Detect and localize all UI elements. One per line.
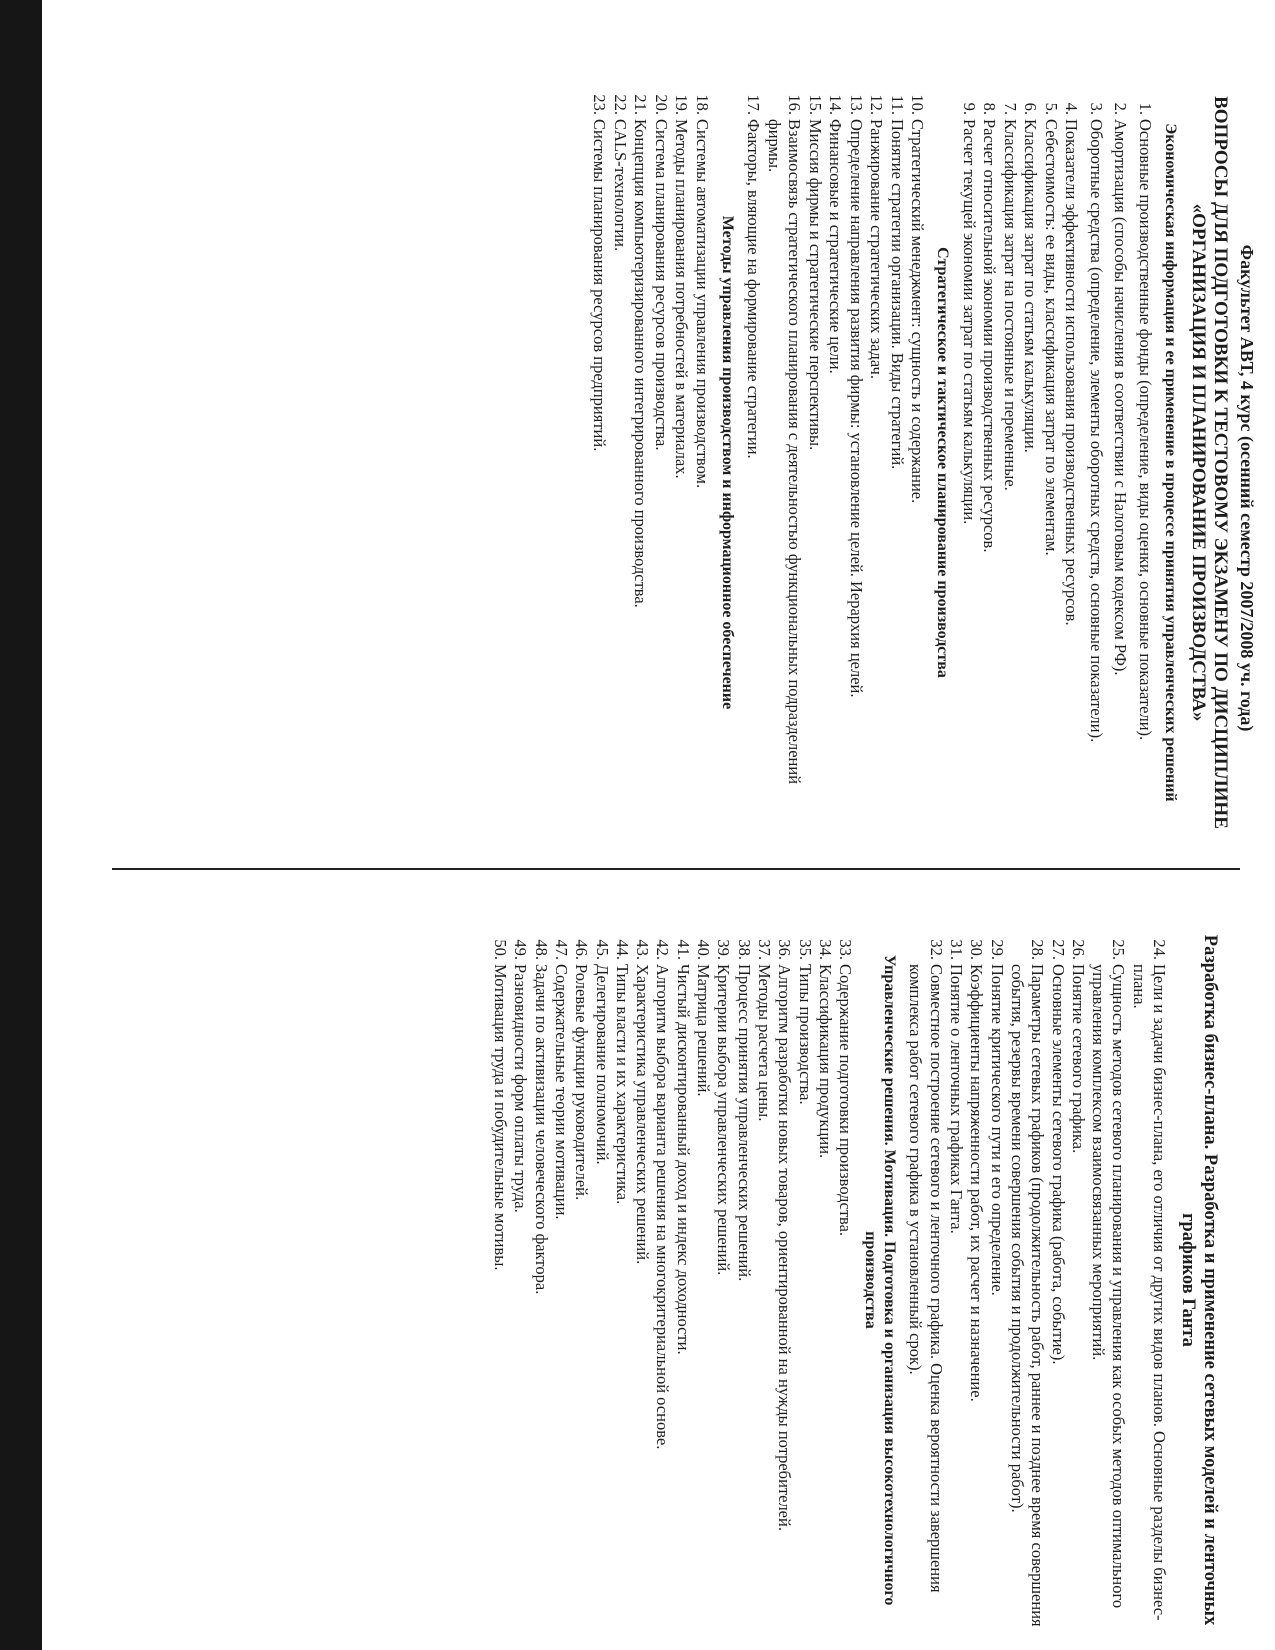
list-item: 15. Миссия фирмы и стратегические перспективы.: [806, 94, 825, 451]
list-item: 39. Критерии выбора управленческих решений.: [714, 939, 734, 1276]
list-item: 46. Ролевые функции руководителей.: [572, 939, 592, 1201]
list-item: 9. Расчет текущей экономии затрат по статьям калькуляции.: [960, 102, 979, 525]
right-column: [490, 930, 1223, 1630]
list-item: 32. Совместное построение сетевого и ленточного графика. Оценка вероятности завершения комплекса работ сетевого графика в установленный срок).: [906, 939, 946, 1593]
left-column: [589, 85, 1233, 840]
list-item: 25. Сущность методов сетевого планирования и управления как особых методов оптимального управления комплексом взаимосвязанных мероприятий.: [1089, 939, 1129, 1609]
list-item: 14. Финансовые и стратегические цели.: [826, 94, 846, 374]
list-item: 24. Цели и задачи бизнес-плана, его отличия от других видов планов. Основные разделы бизнес-плана.: [1129, 939, 1169, 1621]
list-item: 35. Типы производства.: [795, 939, 815, 1105]
list-item: 29. Понятие критического пути и его определение.: [987, 939, 1007, 1296]
list-item: 42. Алгоритм выбора варианта решения на многокритериальной основе.: [653, 939, 673, 1450]
list-item: 11. Понятие стратегии организации. Виды стратегий.: [888, 94, 907, 470]
list-item: 18. Системы автоматизации управления производством.: [693, 94, 712, 489]
list-item: 44. Типы власти и их характеристика.: [612, 939, 632, 1205]
question-list: [743, 85, 928, 840]
list-item: 43. Характеристика управленческих решений.: [633, 939, 653, 1265]
list-item: 40. Матрица решений.: [694, 939, 714, 1097]
list-item: 36. Алгоритм разработки новых товаров, ориентированной на нужды потребителей.: [775, 939, 795, 1531]
list-item: 8. Расчет относительной экономии производственных ресурсов.: [980, 102, 1000, 553]
list-item: 2. Амортизация (способы начисления в соответствии с Налоговым кодексом РФ).: [1111, 102, 1131, 676]
list-item: 20. Система планирования ресурсов производства.: [652, 94, 671, 451]
list-item: 4. Показатели эффективности использования производственных ресурсов.: [1062, 102, 1082, 626]
list-item: 5. Себестоимость: ее виды, классификация затрат по элементам.: [1042, 102, 1061, 556]
list-item: 27. Основные элементы сетевого графика (работа, событие).: [1048, 939, 1068, 1365]
question-list: [905, 930, 1169, 1630]
list-item: 34. Классификация продукции.: [815, 939, 835, 1159]
list-item: 13. Определение направления развития фирмы: установление целей. Иерархия целей.: [847, 94, 866, 698]
list-item: 41. Чистый дисконтированный доход и индекс доходности.: [673, 939, 693, 1355]
list-item: 17. Факторы, вляющие на формирование стратегии.: [744, 94, 764, 459]
list-item: 22. CALS-технологии.: [611, 94, 630, 252]
list-item: 12. Ранжирование стратегических задач.: [867, 94, 887, 379]
list-item: 3. Оборотные средства (определение, элементы оборотных средств, основные показатели).: [1087, 102, 1106, 743]
list-item: 45. Делегирование полномочий.: [592, 939, 612, 1165]
list-item: 33. Содержание подготовки производства.: [836, 939, 856, 1237]
section-title: Стратегическое и тактическое планирование производства: [934, 247, 952, 678]
list-item: 30. Коэффициенты напряженности работ, их расчет и назначение.: [967, 939, 987, 1402]
list-item: 16. Взаимосвязь стратегического планирования с деятельностью функциональных подразделений фирмы.: [765, 94, 805, 785]
question-list: [490, 930, 855, 1630]
list-item: 7. Классификация затрат на постоянные и переменные.: [1001, 102, 1020, 491]
list-item: 23. Системы планирования ресурсов предприятий.: [590, 94, 610, 452]
page-header: Факультет АВТ, 4 курс (осенний семестр 2007/2008 уч. года): [1237, 244, 1257, 732]
section-title: Методы управления производством и информационное обеспечение: [719, 215, 736, 710]
list-item: 37. Методы расчета цены.: [754, 939, 774, 1122]
list-item: 19. Методы планирования потребностей в материалах.: [672, 94, 692, 479]
list-item: 1. Основные производственные фонды (определение, виды оценки, основные показатели).: [1136, 102, 1155, 741]
list-item: 21. Концепция компьютеризированного интегрированного производства.: [631, 94, 651, 608]
list-item: 49. Разновидности форм оплаты труда.: [511, 939, 531, 1213]
list-item: 48. Задачи по активизации человеческого фактора.: [531, 939, 551, 1295]
list-item: 50. Мотивация труда и побудительные мотивы.: [491, 939, 511, 1271]
question-list: [959, 85, 1156, 840]
list-item: 38. Процесс принятия управленческих решений.: [734, 939, 754, 1282]
binding-edge: [0, 0, 42, 1650]
section-title: Экономическая информация и ее применение в процессе принятия управленческих решений: [1162, 123, 1179, 802]
list-item: 31. Понятие о ленточных графиках Ганта.: [947, 939, 967, 1234]
list-item: 47. Содержательные теории мотивации.: [551, 939, 571, 1220]
list-item: 26. Понятие сетевого графика.: [1068, 939, 1088, 1154]
list-item: 10. Стратегический менеджмент: сущность и содержание.: [908, 94, 928, 504]
rotated-page: [60, 0, 1275, 1650]
list-item: 28. Параметры сетевых графиков (продолжительность работ, раннее и позднее время совершения события, резервы времени совершения события и продолжительности работ).: [1007, 939, 1048, 1627]
section-title: Разработка бизнес-плана. Разработка и применение сетевых моделей и ленточных графиков Ганта: [1178, 934, 1220, 1626]
question-list: [589, 85, 712, 840]
document-title: ВОПРОСЫ ДЛЯ ПОДГОТОВКИ К ТЕСТОВОМУ ЭКЗАМЕНУ ПО ДИСЦИПЛИНЕ «ОРГАНИЗАЦИЯ И ПЛАНИРОВАНИЕ ПРОИЗВОДСТВА»: [1188, 96, 1231, 829]
list-item: 6. Классификация затрат по статьям калькуляции.: [1021, 102, 1041, 453]
section-title: Управленческие решения. Мотивация. Подготовка и организация высокотехнологичного производства: [862, 954, 899, 1606]
